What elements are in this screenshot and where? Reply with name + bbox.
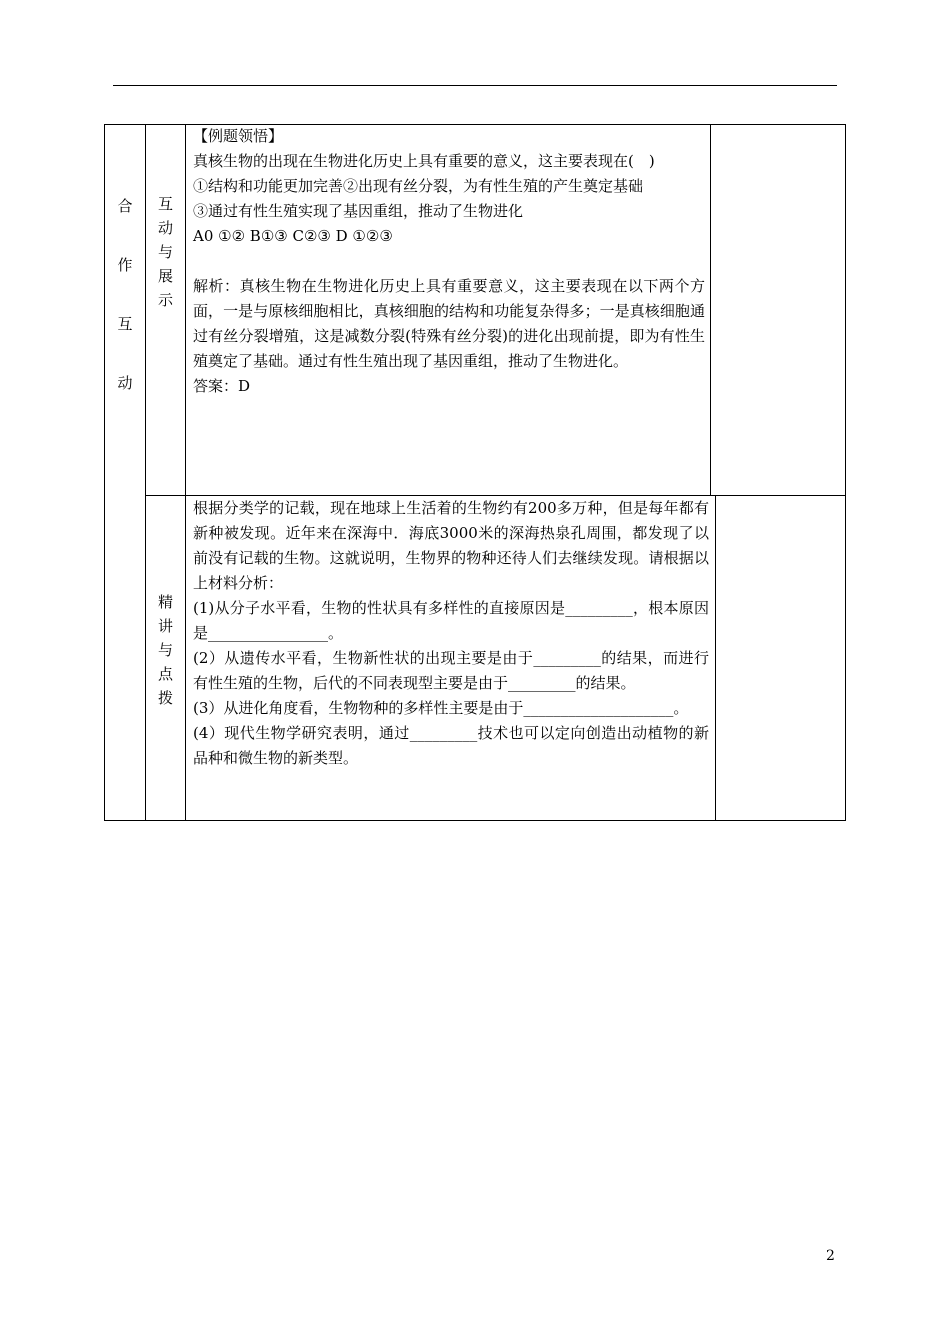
exercise-content	[193, 496, 709, 771]
row-label-char: 精	[157, 593, 173, 611]
spacer	[193, 249, 705, 274]
row-label-char: 讲	[157, 617, 173, 635]
page-number: 2	[826, 1248, 835, 1264]
question-item: (4）现代生物学研究表明，通过_________技术也可以定向创造出动植物的新品种和微生物的新类型。	[193, 724, 709, 767]
header-rule	[113, 85, 837, 86]
answer-text: 答案：D	[193, 377, 251, 395]
material-text: 根据分类学的记载，现在地球上生活着的生物约有200多万种，但是每年都有新种被发现。近年来在深海中．海底3000米的深海热泉孔周围，都发现了以前没有记载的生物。这就说明，生物界的物种还待人们去继续发现。请根据以上材料分析：	[193, 499, 709, 592]
section-label	[105, 177, 145, 413]
column-divider-3a	[710, 124, 711, 495]
section-label-char: 合	[117, 197, 133, 215]
analysis-text: 解析：真核生物在生物进化历史上具有重要意义，这主要表现在以下两个方面，一是与原核细胞相比，真核细胞的结构和功能复杂得多；一是真核细胞通过有丝分裂增殖，这是减数分裂(特殊有丝分裂)的进化出现前提，即为有性生殖奠定了基础。通过有性生殖出现了基因重组，推动了生物进化。	[193, 277, 705, 370]
row-label-char: 与	[157, 641, 173, 659]
column-divider-3b	[715, 495, 716, 821]
section-label-char: 动	[117, 374, 133, 392]
answer-choices: A0 ①② B①③ C②③ D ①②③	[193, 227, 393, 245]
row-label-char: 示	[157, 291, 173, 309]
row-label-char: 展	[157, 267, 173, 285]
question-text: 真核生物的出现在生物进化历史上具有重要的意义，这主要表现在( )	[193, 152, 655, 170]
row-label-char: 拨	[157, 689, 173, 707]
row-label-interaction	[146, 192, 185, 312]
row-label-explanation	[146, 590, 185, 710]
question-item: (3）从进化角度看，生物物种的多样性主要是由于____________________。	[193, 699, 689, 717]
column-divider-2	[185, 124, 186, 821]
option-statement: ①结构和功能更加完善②出现有丝分裂，为有性生殖的产生奠定基础	[193, 177, 644, 195]
row-label-char: 动	[157, 219, 173, 237]
option-statement: ③通过有性生殖实现了基因重组，推动了生物进化	[193, 202, 524, 220]
example-content	[193, 124, 705, 399]
row-label-char: 点	[157, 665, 173, 683]
section-label-char: 作	[117, 256, 133, 274]
example-heading: 【例题领悟】	[193, 127, 284, 145]
question-item: (1)从分子水平看，生物的性状具有多样性的直接原因是_________，根本原因是________________。	[193, 599, 709, 642]
question-item: (2）从遗传水平看，生物新性状的出现主要是由于_________的结果，而进行有性生殖的生物，后代的不同表现型主要是由于_________的结果。	[193, 649, 709, 692]
row-label-char: 互	[157, 195, 173, 213]
section-label-char: 互	[117, 315, 133, 333]
row-label-char: 与	[157, 243, 173, 261]
